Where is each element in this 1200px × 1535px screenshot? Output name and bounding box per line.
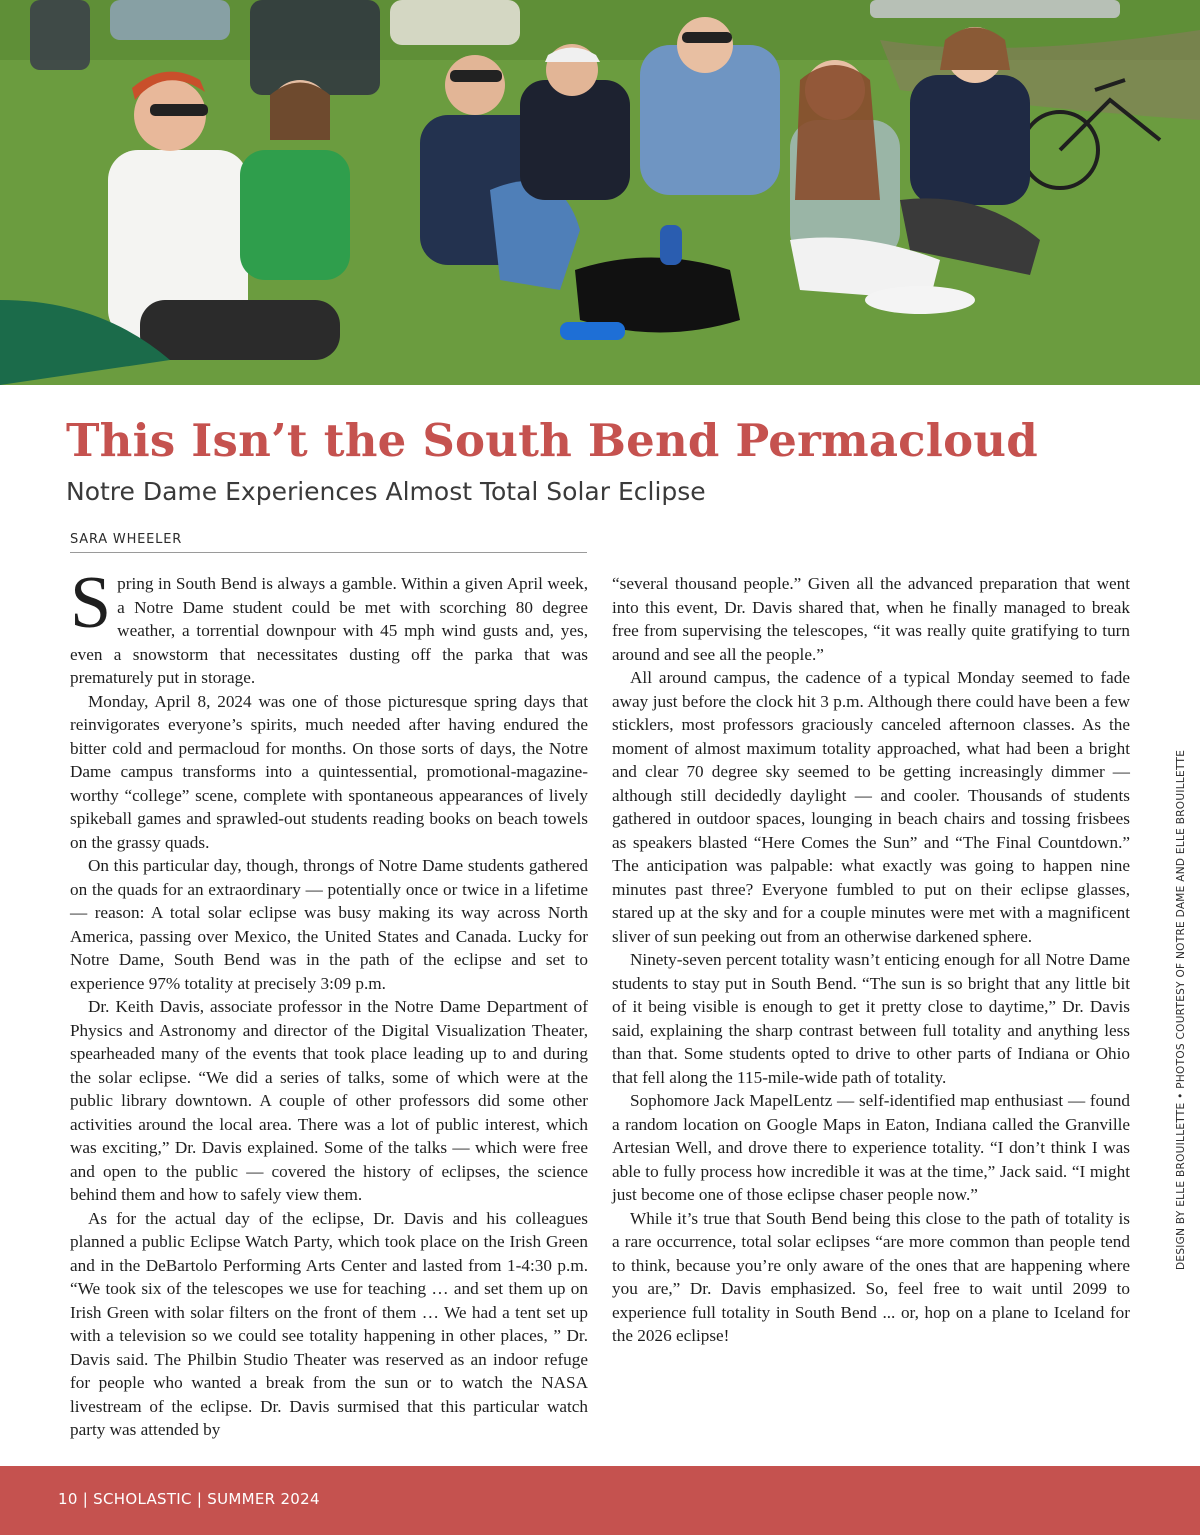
- hero-photo: [0, 0, 1200, 385]
- paragraph: [70, 562, 588, 690]
- photo-credit: DESIGN BY ELLE BROUILLETTE • PHOTOS COURTESY OF NOTRE DAME AND ELLE BROUILLETTE: [1175, 749, 1187, 1270]
- page-footer: [0, 1466, 1200, 1535]
- paragraph: While it’s true that South Bend being this close to the path of totality is a rare occurrence, total solar eclipses “are more common than people tend to think, because you’re only aware of the ones that are happening where you are,” Dr. Davis emphasized. So, feel free to wait until 2099 to experience full totality in South Bend ... or, hop on a plane to Iceland for the 2026 eclipse!: [612, 1208, 1130, 1345]
- photo-illustration: [0, 0, 1200, 385]
- drop-cap: S: [70, 562, 112, 644]
- paragraph: Monday, April 8, 2024 was one of those picturesque spring days that reinvigorates everyone’s spirits, much needed after having endured the bitter cold and permacloud for months. On those sorts of days, the Notre Dame campus transforms into a quintessential, promotional-magazine-worthy “college” scene, complete with spontaneous appearances of lively spikeball games and sprawled-out students reading books on beach towels on the grassy quads.: [70, 691, 588, 852]
- author-byline: SARA WHEELER: [70, 532, 587, 553]
- paragraph: All around campus, the cadence of a typical Monday seemed to fade away just before the clock hit 3 p.m. Although there could have been a few sticklers, most professors graciously canceled afternoon classes. As the moment of almost maximum totality approached, what had been a bright and clear 70 degree sky seemed to be getting increasingly dimmer — although still decidedly daylight — and cooler. Thousands of students gathered in outdoor spaces, lounging in beach chairs and tossing frisbees as speakers blasted “Here Comes the Sun” and “The Final Countdown.” The anticipation was palpable: what exactly was going to happen nine minutes past three? Everyone fumbled to put on their eclipse glasses, stared up at the sky and for a couple minutes were met with a magnificent sliver of sun peeking out from an otherwise darkened sphere.: [612, 668, 1130, 946]
- paragraph: Ninety-seven percent totality wasn’t enticing enough for all Notre Dame students to stay put in South Bend. “The sun is so bright that any little bit of it being visible is enough to get it pretty close to daytime,” Dr. Davis said, explaining the sharp contrast between full totality and anything less than that. Some students opted to drive to other parts of Indiana or Ohio that fell along the 115-mile-wide path of totality.: [612, 950, 1130, 1087]
- paragraph: Dr. Keith Davis, associate professor in the Notre Dame Department of Physics and Astronomy and director of the Digital Visualization Theater, spearheaded many of the events that took place leading up to and during the solar eclipse. “We did a series of talks, some of which were at the public library downtown. A couple of other professors did some other activities around the local area. There was a lot of public interest, which was exciting,” Dr. Davis explained. Some of the talks — which were free and open to the public — covered the history of eclipses, the science behind them and how to safely view them.: [70, 997, 588, 1204]
- page-folio: 10 | SCHOLASTIC | SUMMER 2024: [58, 1490, 320, 1508]
- paragraph-text: pring in South Bend is always a gamble. Within a given April week, a Notre Dame student could be met with scorching 80 degree weather, a torrential downpour with 45 mph wind gusts and, yes, even a snowstorm that necessitates dusting off the parka that was prematurely put in storage.: [70, 574, 588, 687]
- article-title: This Isn’t the South Bend Permacloud: [66, 414, 1038, 467]
- article-subtitle: Notre Dame Experiences Almost Total Solar Eclipse: [66, 477, 706, 506]
- paragraph: On this particular day, though, throngs of Notre Dame students gathered on the quads for an extraordinary — potentially once or twice in a lifetime — reason: A total solar eclipse was busy making its way across North America, passing over Mexico, the United States and Canada. Lucky for Notre Dame, South Bend was in the path of the eclipse and set to experience 97% totality at precisely 3:09 p.m.: [70, 856, 588, 993]
- body-column-right: [612, 572, 1130, 1348]
- paragraph: Sophomore Jack MapelLentz — self-identified map enthusiast — found a random location on Google Maps in Eaton, Indiana called the Granville Artesian Well, and drove there to experience totality. “I don’t think I was able to fully process how incredible it was at the time,” Jack said. “I might just become one of those eclipse chaser people now.”: [612, 1091, 1130, 1204]
- paragraph: “several thousand people.” Given all the advanced preparation that went into this event, Dr. Davis shared that, when he finally managed to break free from supervising the telescopes, “it was really quite gratifying to turn around and see all the people.”: [612, 574, 1130, 664]
- body-column-left: [70, 562, 588, 1442]
- paragraph: As for the actual day of the eclipse, Dr. Davis and his colleagues planned a public Eclipse Watch Party, which took place on the Irish Green and in the DeBartolo Performing Arts Center and lasted from 1-4:30 p.m. “We took six of the telescopes we use for teaching … and set them up on Irish Green with solar filters on the front of them … We had a tent set up with a television so we could see totality happening in other places, ” Dr. Davis said. The Philbin Studio Theater was reserved as an indoor refuge for people who wanted a break from the sun or to watch the NASA livestream of the eclipse. Dr. Davis surmised that this particular watch party was attended by: [70, 1208, 588, 1439]
